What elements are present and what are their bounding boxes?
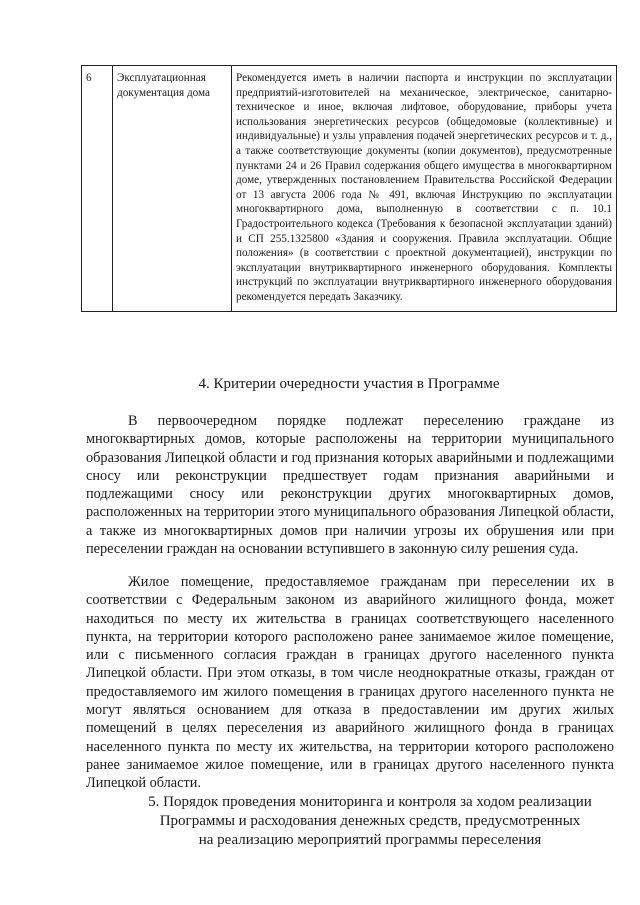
requirements-table [81,65,617,312]
section-4-paragraph-2: Жилое помещение, предоставляемое гражданам при переселении их в соответствии с Федеральным законом из аварийного жилищного фонда, может находиться по месту их жительства в границах соответствующего населенного пункта, на территории которого расположено ранее занимаемое жилое помещение, или с письменного согласия граждан в границах другого населенного пункта Липецкой области. При этом отказы, в том числе неоднократные отказы, граждан от предоставляемого им жилого помещения в границах другого населенного пункта не могут являться основанием для отказа в предоставлении им других жилых помещений в целях переселения из аварийного жилищного фонда в границах населенного пункта по месту их жительства, на территории которого расположено ранее занимаемое жилое помещение, или в границах другого населенного пункта Липецкой области. [86,574,614,792]
table-row [82,66,617,312]
section-5-heading-line-3: на реализацию мероприятий программы переселения [198,832,542,848]
section-4-paragraph-1: В первоочередном порядке подлежат переселению граждане из многоквартирных домов, которые расположены на территории муниципального образования Липецкой области и год признания которых аварийными и подлежащими сносу или реконструкции предшествует годам признания аварийными и подлежащими сносу или реконструкции других многоквартирных домов, расположенных на территории этого муниципального образования Липецкой области, а также из многоквартирных домов при наличии угрозы их обрушения или при переселении граждан на основании вступившего в законную силу решения суда. [86,413,614,558]
section-5-heading-line-1: 5. Порядок проведения мониторинга и контроля за ходом реализации [148,794,592,810]
section-5-heading-line-2: Программы и расходования денежных средств, предусмотренных [159,813,581,829]
section-5-heading [120,793,620,850]
row-number: 6 [82,66,113,312]
row-name: Эксплуатационная документация дома [113,66,232,312]
section-4-heading: 4. Критерии очередности участия в Программе [198,376,500,392]
row-description: Рекомендуется иметь в наличии паспорта и инструкции по эксплуатации предприятий-изготовителей на механическое, электрическое, санитарно-техническое и иное, включая лифтовое, оборудование, приборы учета использования энергетических ресурсов (общедомовые (коллективные) и индивидуальные) и узлы управления подачей энергетических ресурсов и т. д., а также соответствующие документы (копии документов), предусмотренные пунктами 24 и 26 Правил содержания общего имущества в многоквартирном доме, утвержденных постановлением Правительства Российской Федерации от 13 августа 2006 года № 491, включая Инструкцию по эксплуатации многоквартирного дома, выполненную в соответствии с п. 10.1 Градостроительного кодекса (Требования к безопасной эксплуатации зданий) и СП 255.1325800 «Здания и сооружения. Правила эксплуатации. Общие положения» (в соответствии с проектной документацией), инструкции по эксплуатации внутриквартирного инженерного оборудования. Комплекты инструкций по эксплуатации внутриквартирного инженерного оборудования рекомендуется передать Заказчику. [232,66,617,312]
